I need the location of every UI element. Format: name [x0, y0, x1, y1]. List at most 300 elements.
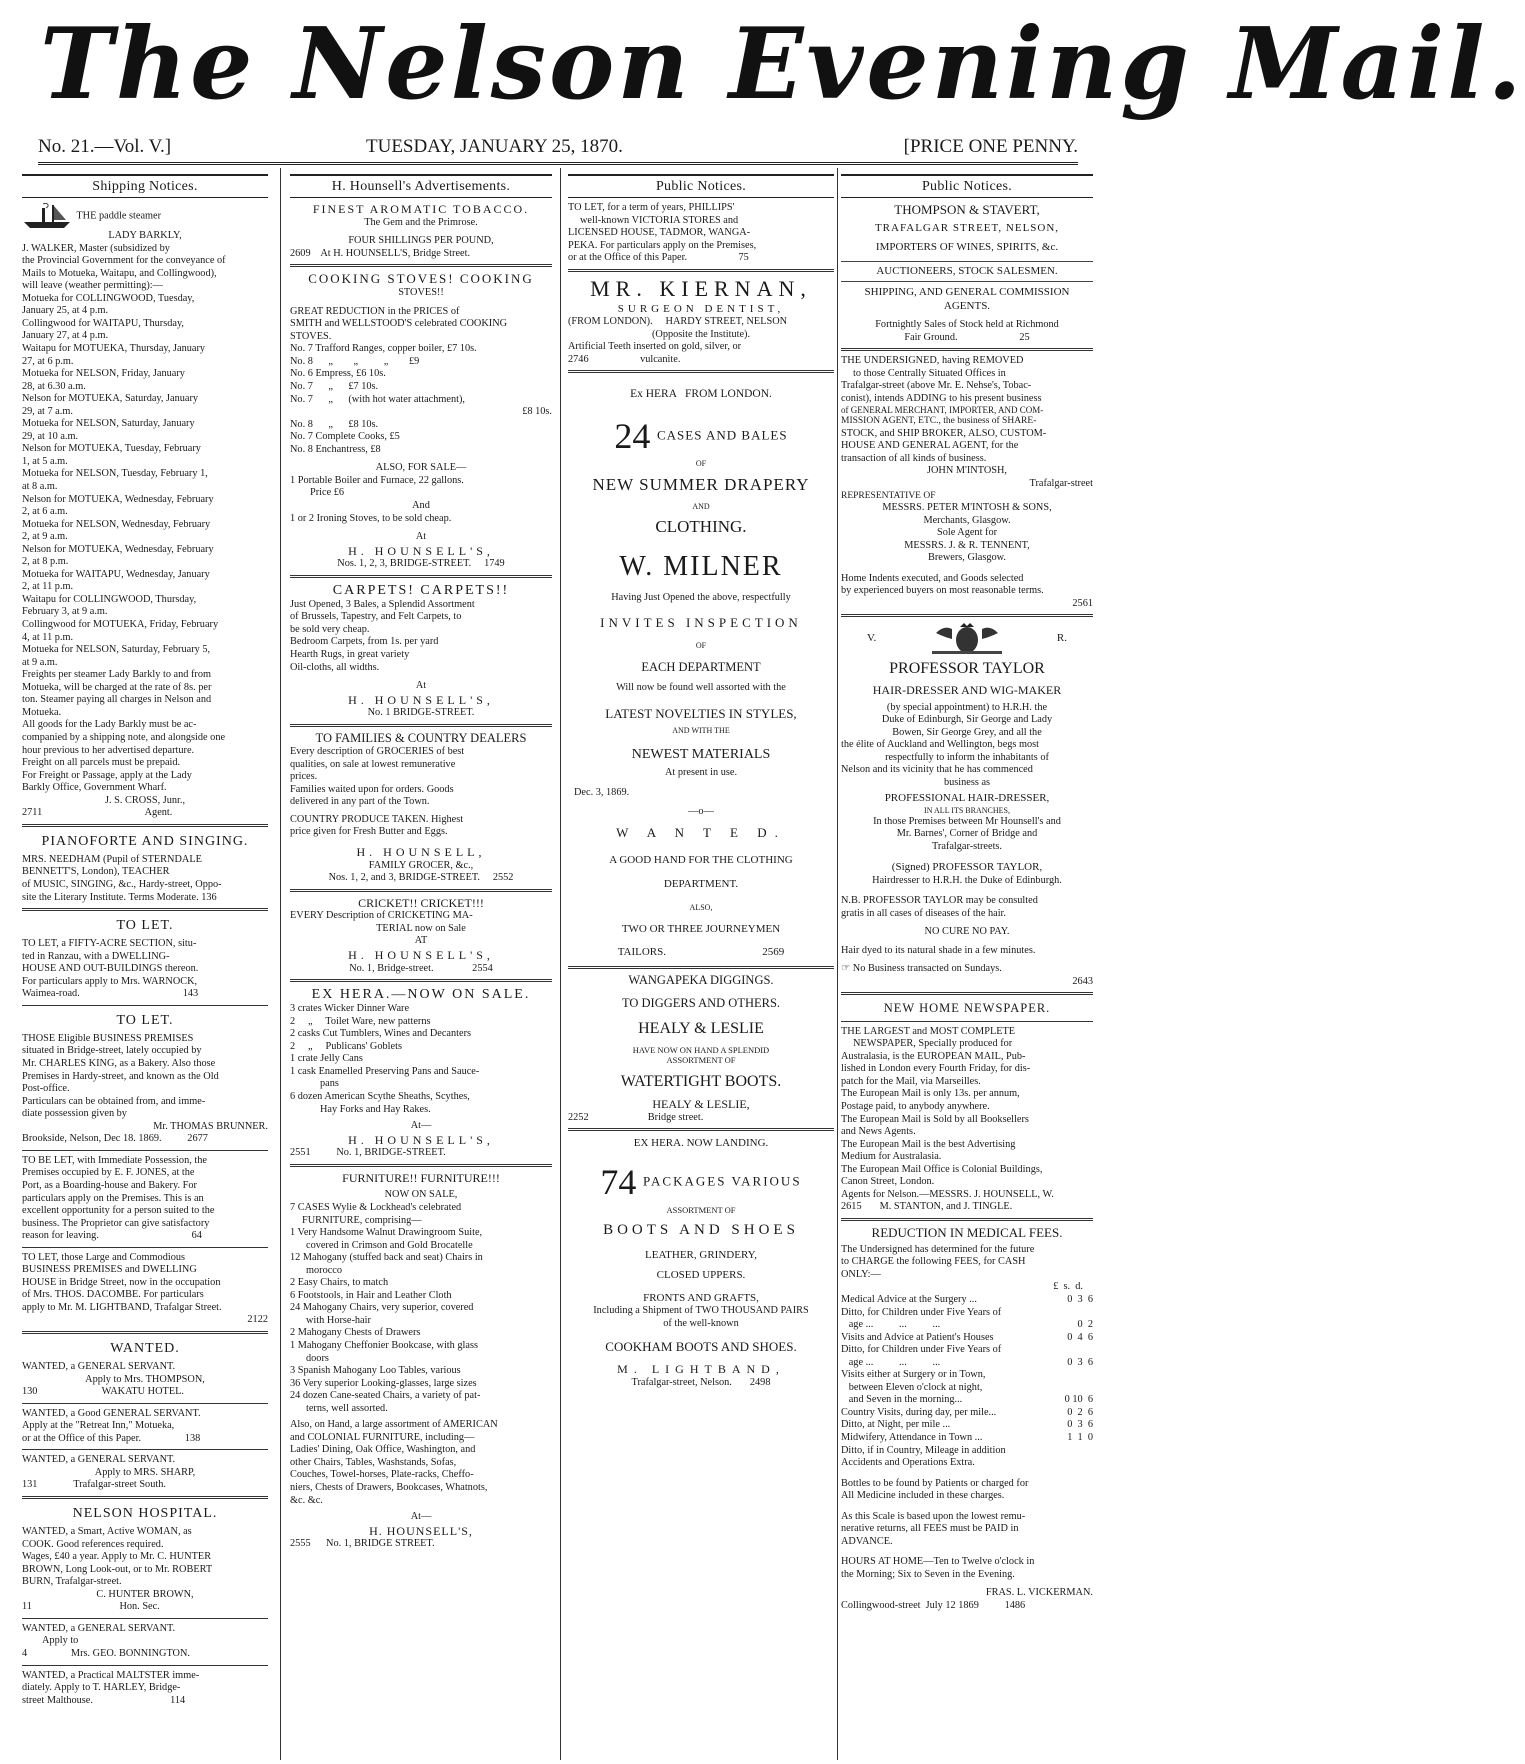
fee-amount: 0 2 6: [1067, 1406, 1093, 1418]
ad-line: TO LET, for a term of years, PHILLIPS': [568, 202, 735, 214]
ad-line: IN ALL ITS BRANCHES,: [924, 805, 1010, 815]
ad-line: TERIAL now on Sale: [376, 922, 466, 934]
fee-item: Ditto, if in Country, Mileage in addition: [841, 1444, 1006, 1456]
ad-line: January 25, at 4 p.m.: [22, 305, 109, 317]
ad-line: FURNITURE!! FURNITURE!!!: [342, 1170, 500, 1185]
ad-line: Waitapu for COLLINGWOOD, Thursday,: [22, 593, 197, 605]
ad-line: ALSO,: [689, 903, 713, 913]
ad-line: Ex HERA FROM LONDON.: [630, 388, 772, 401]
ad-line: delivered in any part of the Town.: [290, 796, 430, 808]
ad-line: At: [415, 680, 427, 692]
ad-line: The European Mail Office is Colonial Buildings,: [841, 1163, 1043, 1175]
ad-line: 4, at 11 p.m.: [22, 631, 74, 643]
column-public-notices-2: [841, 174, 1093, 1756]
ad-line: No. 7 „ (with hot water attachment),: [290, 393, 465, 405]
wanted-ad: [22, 1361, 268, 1399]
ad-line: At—: [410, 1120, 432, 1132]
ad-line: The Undersigned has determined for the future: [841, 1243, 1035, 1255]
ad-line: Motueka for WAITAPU, Wednesday, January: [22, 568, 210, 580]
ad-line: Nelson for MOTUEKA, Wednesday, February: [22, 543, 214, 555]
ad-line: 2 Mahogany Chests of Drawers: [290, 1327, 421, 1339]
tolet-ad: [22, 1252, 268, 1327]
issue-date: TUESDAY, JANUARY 25, 1870.: [366, 136, 623, 157]
ad-line: Post-office.: [22, 1083, 70, 1095]
ad-line: Particulars can be obtained from, and imme-: [22, 1095, 206, 1107]
ad-line: (Opposite the Institute).: [651, 328, 751, 340]
ad-line: For Freight or Passage, apply at the Lady: [22, 769, 192, 781]
fee-amount: 0 3 6: [1067, 1419, 1093, 1431]
ad-line: Postage paid, to anybody anywhere.: [841, 1101, 990, 1113]
ad-line: Waimea-road. 143: [22, 988, 199, 1000]
ad-line: 36 Very superior Looking-glasses, large sizes: [290, 1377, 477, 1389]
ad-line: (by special appointment) to H.R.H. the: [886, 701, 1048, 713]
section-heading: WANTED.: [110, 1340, 180, 1356]
divider: [290, 264, 552, 267]
ad-line: or at the Office of this Paper. 75: [568, 252, 749, 264]
ad-line: TO LET, a FIFTY-ACRE SECTION, situ-: [22, 938, 197, 950]
ad-line: Motueka for NELSON, Friday, January: [22, 368, 185, 380]
ad-line: 2551 No. 1, BRIDGE-STREET.: [290, 1147, 446, 1159]
ad-line: THE paddle steamer: [76, 210, 162, 222]
ad-line: Brookside, Nelson, Dec 18. 1869. 2677: [22, 1133, 208, 1145]
ad-line: TO FAMILIES & COUNTRY DEALERS: [315, 730, 527, 745]
ad-line: 2, at 11 p.m.: [22, 581, 74, 593]
ad-line: STOVES.: [290, 330, 332, 342]
ad-line: Having Just Opened the above, respectfully: [611, 592, 791, 604]
divider: [841, 1218, 1093, 1221]
ad-line: Motueka, will be charged at the rate of 8s. per: [22, 681, 212, 693]
ad-line: apply to Mr. M. LIGHTBAND, Trafalgar Street.: [22, 1301, 222, 1313]
ad-line: V.: [867, 631, 877, 644]
ad-line: ted in Ranzau, with a DWELLING-: [22, 950, 170, 962]
ad-line: Collingwood for MOTUEKA, Friday, February: [22, 619, 219, 631]
issue-price: [PRICE ONE PENNY.: [903, 136, 1078, 157]
ad-line: HOUSE AND GENERAL AGENT, for the: [841, 440, 1019, 452]
ad-line: LEATHER, GRINDERY,: [645, 1249, 757, 1262]
ad-line: Including a Shipment of TWO THOUSAND PAIRS: [593, 1305, 809, 1317]
ad-line: particulars apply on the Premises. This is an: [22, 1192, 204, 1204]
ad-line: companied by a shipping note, and alongside one: [22, 731, 226, 743]
ad-line: No. 7 Trafford Ranges, copper boiler, £7 10s.: [290, 343, 477, 355]
ad-line: Freights per steamer Lady Barkly to and from: [22, 669, 212, 681]
ad-line: TWO OR THREE JOURNEYMEN: [621, 922, 781, 935]
ad-line: February 3, at 9 a.m.: [22, 606, 108, 618]
divider: [841, 614, 1093, 617]
column-hounsell: [290, 174, 552, 1756]
ad-line: FURNITURE, comprising—: [302, 1214, 422, 1226]
ad-line: Fortnightly Sales of Stock held at Richmond: [875, 318, 1059, 330]
fee-row: [841, 1357, 1093, 1370]
ad-line: Freight on all parcels must be prepaid.: [22, 757, 181, 769]
section-heading: NEW HOME NEWSPAPER.: [883, 1001, 1051, 1016]
ad-line: Home Indents executed, and Goods selected: [841, 572, 1024, 584]
ad-line: Duke of Edinburgh, Sir George and Lady: [881, 714, 1053, 726]
ad-line: Oil-cloths, all widths.: [290, 661, 380, 673]
ad-line: 6 Footstools, in Hair and Leather Cloth: [290, 1289, 452, 1301]
ad-line: pans: [320, 1078, 339, 1090]
wanted-ad: [22, 1623, 268, 1661]
divider: [22, 824, 268, 827]
ad-line: Hairdresser to H.R.H. the Duke of Edinburgh.: [872, 874, 1062, 886]
ad-line: of Mrs. THOS. DACOMBE. For particulars: [22, 1289, 204, 1301]
ad-line: BENNETT'S, London), TEACHER: [22, 866, 170, 878]
ad-line: 131 Trafalgar-street South.: [22, 1479, 166, 1491]
milner-ad: [568, 387, 834, 960]
ad-line: EX HERA.—NOW ON SALE.: [311, 987, 531, 1003]
wanted-ad: [22, 1454, 268, 1492]
divider: [290, 724, 552, 727]
ad-line: 2609 At H. HOUNSELL'S, Bridge Street.: [290, 247, 471, 259]
ad-line: Mr. CHARLES KING, as a Bakery. Also those: [22, 1058, 216, 1070]
divider: [22, 1005, 268, 1006]
fee-item: between Eleven o'clock at night,: [841, 1381, 983, 1393]
ad-line: 3 Spanish Mahogany Loo Tables, various: [290, 1365, 461, 1377]
ad-line: JOHN M'INTOSH,: [926, 465, 1008, 477]
ad-line: 2252 Bridge street.: [568, 1111, 704, 1123]
grocer-ad: [290, 731, 552, 885]
ad-line: The European Mail is only 13s. per annum,: [841, 1088, 1020, 1100]
steamship-icon: [22, 202, 74, 230]
divider: [290, 575, 552, 578]
ad-line: PROFESSIONAL HAIR-DRESSER,: [884, 792, 1050, 805]
hera-sale-ad: [290, 986, 552, 1160]
ad-line: THOMPSON & STAVERT,: [894, 202, 1040, 218]
fee-item: age ... ... ...: [841, 1319, 941, 1331]
ad-line: site the Literary Institute. Terms Moderate. 136: [22, 891, 217, 903]
divider: [22, 1331, 268, 1334]
ad-line: Motueka for NELSON, Saturday, January: [22, 418, 195, 430]
divider: [22, 1247, 268, 1248]
ad-line: Mr. THOMAS BRUNNER.: [153, 1120, 268, 1132]
divider: [22, 1150, 268, 1151]
ad-line: Barkly Office, Government Wharf.: [22, 782, 167, 794]
ad-line: Apply at the "Retreat Inn," Motueka,: [22, 1420, 175, 1432]
ad-line: PACKAGES VARIOUS: [643, 1172, 802, 1188]
ad-line: nerative returns, all FEES must be PAID in: [841, 1523, 1019, 1535]
fee-item: and Seven in the morning...: [841, 1394, 963, 1406]
ad-line: Premises occupied by E. F. JONES, at the: [22, 1167, 195, 1179]
ad-line: J. WALKER, Master (subsidized by: [22, 242, 170, 254]
ad-line: ALSO, FOR SALE—: [375, 462, 467, 474]
ad-line: AUCTIONEERS, STOCK SALESMEN.: [841, 261, 1093, 282]
ad-line: 3 crates Wicker Dinner Ware: [290, 1003, 410, 1015]
ad-line: STOVES!!: [398, 287, 444, 299]
ad-line: REPRESENTATIVE OF: [841, 490, 936, 501]
fee-amount: 0 3 6: [1067, 1293, 1093, 1305]
ad-line: INVITES INSPECTION: [600, 614, 802, 630]
ad-line: be sold very cheap.: [290, 623, 370, 635]
ad-line: LATEST NOVELTIES IN STYLES,: [605, 706, 797, 722]
taylor-ad: [841, 621, 1093, 988]
carpets-ad: [290, 582, 552, 720]
column-public-notices: [568, 174, 834, 1756]
ad-line: Mr. Barnes', Corner of Bridge and: [896, 828, 1038, 840]
section-heading: TO LET.: [116, 1012, 174, 1028]
ad-line: OF: [695, 459, 707, 469]
ad-line: MISSION AGENT, ETC., the business of SHARE-: [841, 416, 1037, 427]
section-heading: NELSON HOSPITAL.: [72, 1505, 218, 1521]
ad-line: Trafalgar-street: [1029, 477, 1093, 489]
ad-line: H. HOUNSELL'S,: [348, 1132, 494, 1147]
piano-ad: [22, 854, 268, 904]
ad-line: AND WITH THE: [672, 726, 730, 736]
divider: [841, 348, 1093, 351]
ad-line: terns, well assorted.: [306, 1402, 388, 1414]
ad-line: NEWEST MATERIALS: [631, 746, 771, 762]
ad-line: WANTED, a GENERAL SERVANT.: [22, 1622, 176, 1634]
ad-line: patch for the Mail, via Marseilles.: [841, 1075, 981, 1087]
ad-line: Nelson and its vicinity that he has commenced: [841, 764, 1033, 776]
ad-line: And: [412, 499, 430, 511]
ad-line: H. HOUNSELL,: [356, 844, 486, 859]
ad-line: and News Agents.: [841, 1126, 916, 1138]
cases-count: 24: [614, 416, 651, 457]
ad-line: diately. Apply to T. HARLEY, Bridge-: [22, 1682, 181, 1694]
ad-line: 24 dozen Cane-seated Chairs, a variety of pat-: [290, 1390, 481, 1402]
divider: [290, 1164, 552, 1167]
ad-line: of the well-known: [663, 1317, 739, 1329]
stavert-ad: [841, 202, 1093, 344]
ad-line: BOOTS AND SHOES: [603, 1221, 799, 1238]
ad-line: Also, on Hand, a large assortment of AMERICAN: [290, 1419, 498, 1431]
ad-line: TO BE LET, with Immediate Possession, the: [22, 1154, 207, 1166]
ad-line: ton. Steamer paying all charges in Nelson and: [22, 694, 212, 706]
ad-line: TAILORS. 2569: [617, 946, 785, 959]
ad-line: Motueka for NELSON, Saturday, February 5,: [22, 644, 211, 656]
ad-line: or at the Office of this Paper. 138: [22, 1432, 201, 1444]
ad-line: W. MILNER: [619, 551, 783, 583]
tolet-ad: [22, 1155, 268, 1243]
ad-line: the Provincial Government for the conveyance of: [22, 255, 226, 267]
ad-line: At—: [410, 1511, 432, 1523]
column-header: H. Hounsell's Advertisements.: [290, 174, 552, 198]
fee-item: Ditto, for Children under Five Years of: [841, 1344, 1002, 1356]
ad-line: THOSE Eligible BUSINESS PREMISES: [22, 1032, 194, 1044]
ad-line: Motueka for NELSON, Wednesday, February: [22, 518, 211, 530]
fee-amount: 0 2: [1077, 1319, 1093, 1331]
ad-line: N.B. PROFESSOR TAYLOR may be consulted: [841, 895, 1038, 907]
ad-line: COOKING STOVES! COOKING: [308, 271, 534, 287]
ad-line: GREAT REDUCTION in the PRICES of: [290, 305, 460, 317]
ad-line: at 8 a.m.: [22, 481, 58, 493]
ad-line: —o—: [688, 806, 714, 818]
ad-line: THE UNDERSIGNED, having REMOVED: [841, 355, 1024, 367]
ad-line: Trafalgar-streets.: [931, 840, 1003, 852]
ad-line: with Horse-hair: [306, 1314, 371, 1326]
ad-line: As this Scale is based upon the lowest remu-: [841, 1510, 1026, 1522]
ship-ad: [22, 202, 268, 820]
ad-line: 29, at 7 a.m.: [22, 405, 73, 417]
furniture-ad: [290, 1171, 552, 1551]
ad-line: respectfully to inform the inhabitants of: [885, 751, 1049, 763]
ad-line: WANTED, a GENERAL SERVANT.: [22, 1454, 176, 1466]
ad-line: other Chairs, Tables, Washstands, Sofas,: [290, 1456, 457, 1468]
ad-line: prices.: [290, 771, 318, 783]
ad-line: M. LIGHTBAND,: [617, 1362, 785, 1377]
fee-item: Medical Advice at the Surgery ...: [841, 1293, 977, 1305]
ad-line: Mails to Motueka, Waitapu, and Collingwood),: [22, 267, 217, 279]
ad-line: WANTED, a Practical MALTSTER imme-: [22, 1669, 200, 1681]
masthead: [0, 0, 1525, 132]
ad-line: Agents for Nelson.—MESSRS. J. HOUNSELL, W.: [841, 1188, 1054, 1200]
divider: [568, 966, 834, 969]
ad-line: 27, at 6 p.m.: [22, 355, 74, 367]
divider: [22, 1403, 268, 1404]
ad-line: Waitapu for MOTUEKA, Thursday, January: [22, 343, 206, 354]
ad-line: AGENTS.: [943, 299, 991, 312]
fee-item: Accidents and Operations Extra.: [841, 1457, 975, 1469]
section-heading: TO LET.: [116, 918, 174, 934]
ad-line: Collingwood for WAITAPU, Thursday,: [22, 317, 185, 329]
ad-line: Premises in Hardy-street, and known as the Old: [22, 1070, 219, 1082]
ad-line: NOW ON SALE,: [384, 1189, 458, 1201]
ad-line: 1, at 5 a.m.: [22, 455, 68, 467]
ad-line: HEALY & LESLIE,: [652, 1097, 750, 1112]
ad-line: At: [415, 531, 427, 543]
fee-row: [841, 1319, 1093, 1332]
ad-line: the Morning; Six to Seven in the Evening.: [841, 1568, 1015, 1580]
ad-line: 1 Very Handsome Walnut Drawingroom Suite,: [290, 1227, 483, 1239]
ad-line: 2 „ Publicans' Goblets: [290, 1040, 402, 1052]
ad-line: DEPARTMENT.: [663, 877, 739, 890]
ad-line: excellent opportunity for a person suited to the: [22, 1205, 215, 1217]
ad-line: 1 Mahogany Cheffonier Bookcase, with glass: [290, 1339, 478, 1351]
ad-line: Australasia, is the EUROPEAN MAIL, Pub-: [841, 1050, 1026, 1062]
ad-line: 7 CASES Wylie & Lockhead's celebrated: [290, 1201, 462, 1213]
ad-line: WATERTIGHT BOOTS.: [620, 1072, 782, 1090]
ad-line: gratis in all cases of diseases of the hair.: [841, 907, 1006, 919]
wanted-ad: [22, 1408, 268, 1446]
newspaper-title: The Nelson Evening Mail.: [40, 7, 1525, 122]
ad-line: Nelson for MOTUEKA, Tuesday, February: [22, 443, 201, 455]
ad-line: AT: [414, 935, 428, 947]
ad-line: Brewers, Glasgow.: [928, 552, 1006, 564]
ad-line: of GENERAL MERCHANT, IMPORTER, AND COM-: [841, 405, 1044, 416]
ad-line: BUSINESS PREMISES and DWELLING: [22, 1264, 197, 1276]
ad-line: CLOSED UPPERS.: [656, 1268, 746, 1281]
ad-line: Price £6: [310, 487, 345, 499]
ad-line: REDUCTION IN MEDICAL FEES.: [871, 1224, 1063, 1240]
ad-line: Nos. 1, 2, and 3, BRIDGE-STREET. 2552: [328, 872, 514, 884]
ad-line: EX HERA. NOW LANDING.: [633, 1137, 769, 1150]
ad-line: lished in London every Fourth Friday, for dis-: [841, 1063, 1031, 1075]
ad-line: FRONTS AND GRAFTS,: [643, 1292, 759, 1304]
column-rule: [280, 168, 281, 1760]
ad-line: at 9 a.m.: [22, 656, 58, 668]
fee-row: [841, 1457, 1093, 1470]
ad-line: TO DIGGERS AND OTHERS.: [621, 996, 781, 1011]
ad-line: diate possession given by: [22, 1108, 127, 1120]
ad-line: BURN, Trafalgar-street.: [22, 1576, 122, 1588]
ad-line: 2643: [1072, 975, 1093, 987]
ad-line: to CHARGE the following FEES, for CASH: [841, 1256, 1026, 1268]
ad-line: MESSRS. J. & R. TENNENT,: [904, 539, 1030, 551]
divider: [841, 992, 1093, 995]
ad-line: Canon Street, London.: [841, 1176, 935, 1188]
ad-line: doors: [306, 1352, 329, 1364]
ad-line: All Medicine included in these charges.: [841, 1490, 1005, 1502]
ad-line: SURGEON DENTIST,: [617, 302, 785, 315]
ad-line: MRS. NEEDHAM (Pupil of STERNDALE: [22, 853, 202, 865]
ad-line: R.: [1056, 631, 1067, 644]
ad-line: In those Premises between Mr Hounsell's and: [873, 815, 1061, 827]
ad-line: 2, at 9 a.m.: [22, 531, 68, 543]
ad-line: reason for leaving. 64: [22, 1230, 202, 1242]
fee-row: [841, 1394, 1093, 1407]
phillips-ad: [568, 202, 834, 265]
ad-line: MR. KIERNAN,: [590, 275, 812, 301]
ad-line: Nelson for MOTUEKA, Saturday, January: [22, 393, 199, 405]
ad-line: Fair Ground. 25: [904, 331, 1030, 343]
column-header: Shipping Notices.: [22, 174, 268, 198]
ad-line: WANTED, a Good GENERAL SERVANT.: [22, 1407, 201, 1419]
ad-line: At present in use.: [664, 766, 738, 778]
ad-line: ONLY:—: [841, 1268, 881, 1280]
ad-line: BROWN, Long Look-out, or to Mr. ROBERT: [22, 1563, 213, 1575]
fee-row: [841, 1332, 1093, 1345]
ad-line: H. HOUNSELL'S,: [348, 947, 494, 962]
ad-line: NO CURE NO PAY.: [924, 926, 1010, 938]
ad-line: Nelson for MOTUEKA, Wednesday, February: [22, 493, 214, 505]
ad-line: price given for Fresh Butter and Eggs.: [290, 826, 448, 838]
ad-line: HAIR-DRESSER AND WIG-MAKER: [872, 683, 1062, 697]
ad-line: No. 1, Bridge-street. 2554: [349, 962, 493, 974]
packages-line: [568, 1161, 834, 1205]
ad-line: Collingwood-street July 12 1869 1486: [841, 1600, 1026, 1612]
ad-line: AND: [692, 501, 710, 511]
column-shipping: [22, 174, 268, 1756]
ad-line: &c. &c.: [290, 1494, 323, 1506]
ad-line: street Malthouse. 114: [22, 1694, 186, 1706]
ad-line: TO LET, those Large and Commodious: [22, 1251, 186, 1263]
packages-count: 74: [600, 1161, 637, 1202]
ad-line: No. 8 „ £8 10s.: [290, 418, 379, 430]
hospital-ad: [22, 1526, 268, 1614]
ad-line: transaction of all kinds of business.: [841, 452, 987, 464]
ad-line: The Gem and the Primrose.: [364, 216, 478, 228]
ad-line: 130 WAKATU HOTEL.: [22, 1386, 184, 1398]
divider: [568, 1128, 834, 1131]
ad-line: Artificial Teeth inserted on gold, silver, or: [568, 341, 742, 353]
ad-line: J. S. CROSS, Junr.,: [104, 794, 186, 806]
ad-line: Bowen, Sir George Grey, and all the: [892, 726, 1042, 738]
divider: [22, 1665, 268, 1666]
ad-line: Families waited upon for orders. Goods: [290, 783, 454, 795]
ad-line: SMITH and WELLSTOOD'S celebrated COOKING: [290, 318, 508, 330]
ad-line: Every description of GROCERIES of best: [290, 746, 465, 758]
ad-line: Medium for Australasia.: [841, 1151, 942, 1163]
ad-line: well-known VICTORIA STORES and: [580, 214, 739, 226]
ad-line: 2711 Agent.: [22, 807, 173, 819]
ad-line: NEWSPAPER, Specially produced for: [853, 1038, 1013, 1050]
ad-line: H. HOUNSELL'S,: [348, 543, 494, 558]
divider: [290, 979, 552, 982]
ad-line: H. HOUNSELL'S,: [348, 692, 494, 707]
ad-line: HEALY & LESLIE: [638, 1020, 764, 1038]
royal-crest-icon: [922, 621, 1012, 655]
ad-line: Hay Forks and Hay Rakes.: [320, 1103, 431, 1115]
ad-line: qualities, on sale at lowest remunerative: [290, 758, 456, 770]
ad-line: No. 8 „ „ „ £9: [290, 355, 420, 367]
ad-line: hour previous to her advertised departure.: [22, 744, 195, 756]
tolet-ad: [22, 1033, 268, 1146]
fee-item: Visits and Advice at Patient's Houses: [841, 1331, 994, 1343]
ad-line: 2 casks Cut Tumblers, Wines and Decanters: [290, 1028, 471, 1040]
ad-line: HOUSE AND OUT-BUILDINGS thereon.: [22, 963, 199, 975]
ad-line: £8 10s.: [522, 406, 552, 418]
ad-line: 2615 M. STANTON, and J. TINGLE.: [841, 1201, 1013, 1213]
tobacco-ad: [290, 202, 552, 260]
